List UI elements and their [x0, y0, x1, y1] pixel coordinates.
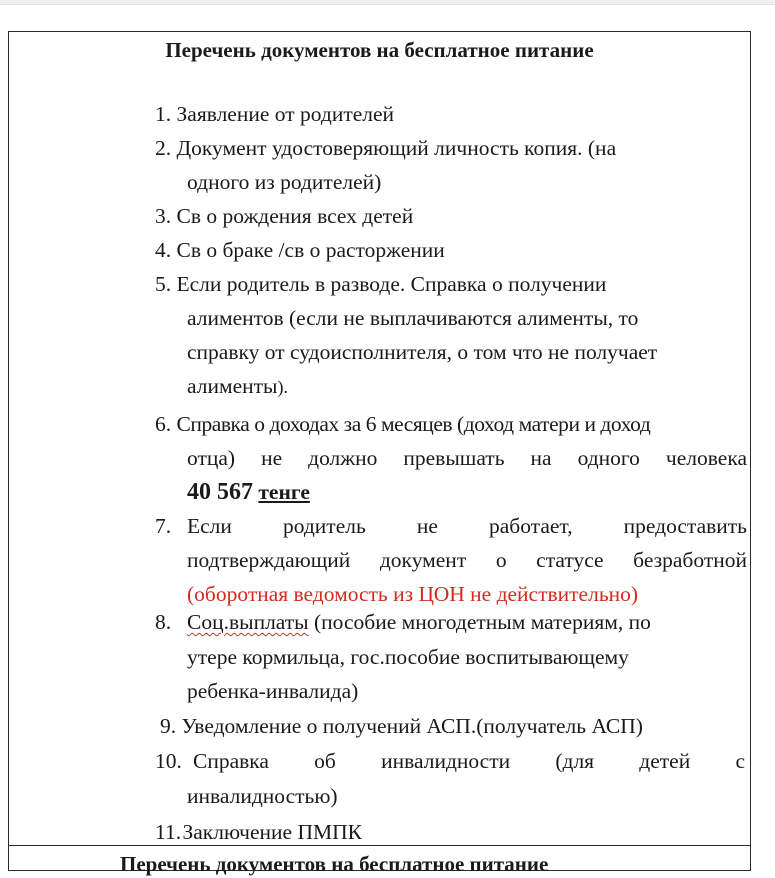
- item-5-line-4-text: алименты: [187, 374, 278, 398]
- item-8-line-1-rest: (пособие многодетным материям, по: [308, 610, 651, 634]
- item-number: 11.: [155, 820, 182, 844]
- list-item-6: [155, 407, 747, 441]
- spellcheck-flagged-word: Соц.выплаты: [187, 610, 309, 634]
- item-7-line-1: Если родитель не работает, предоставить: [187, 514, 747, 538]
- list-item-1: [155, 97, 745, 131]
- list-item-4: [155, 233, 745, 267]
- next-section-title-clipped: [120, 850, 620, 876]
- document-title: Перечень документов на бесплатное питание: [165, 38, 594, 62]
- list-item-11: [155, 815, 745, 849]
- item-2-line-2: одного из родителей): [187, 170, 382, 194]
- item-8-line-3: ребенка-инвалида): [187, 679, 359, 703]
- item-number: 1.: [155, 102, 172, 126]
- item-number: 4.: [155, 238, 172, 262]
- list-item-2: [155, 131, 745, 165]
- item-5-line-2: алиментов (если не выплачиваются алименты, то: [187, 306, 639, 330]
- item-8-line-1: [187, 605, 747, 639]
- item-number: 6.: [155, 412, 172, 436]
- item-text-line-1: Документ удостоверяющий личность копия. (на: [176, 136, 617, 160]
- item-5-line-3: справку от судоисполнителя, о том что не получает: [187, 340, 658, 364]
- item-8-line-2: утере кормильца, гос.пособие воспитывающему: [187, 645, 629, 669]
- item-10-line-1: Справка об инвалидности (для детей с: [193, 749, 745, 773]
- item-text: Уведомление о получений АСП.(получатель АСП): [181, 714, 643, 738]
- item-number: 2.: [155, 136, 172, 160]
- item-text: Заключение ПМПК: [182, 820, 362, 844]
- income-limit-currency: тенге: [258, 480, 310, 504]
- item-7-warning-note: (оборотная ведомость из ЦОН не действительно): [187, 582, 639, 606]
- item-number: 5.: [155, 272, 172, 296]
- item-6-line-3: [187, 475, 747, 509]
- item-6-line-2: отца) не должно превышать на одного человека: [187, 446, 747, 470]
- item-number: 10.: [155, 749, 182, 773]
- item-number: 8.: [155, 610, 172, 634]
- item-text: Св о рождения всех детей: [176, 204, 414, 228]
- item-text: Заявление от родителей: [176, 102, 395, 126]
- item-number: 7.: [155, 514, 172, 538]
- item-5-line-4: [187, 369, 747, 404]
- item-7-line-2: подтверждающий документ о статусе безработной: [187, 548, 747, 572]
- item-text-line-1: Справка о доходах за 6 месяцев (доход матери и доход: [176, 412, 651, 436]
- item-number: 3.: [155, 204, 172, 228]
- list-item-5: [155, 267, 745, 301]
- item-10-line-2: инвалидностью): [187, 784, 338, 808]
- item-5-line-4-tail: ).: [277, 377, 288, 397]
- income-limit-amount: 40 567: [187, 479, 253, 505]
- item-number: 9.: [160, 714, 177, 738]
- item-text: Св о браке /св о расторжении: [176, 238, 445, 262]
- list-item-3: [155, 199, 745, 233]
- item-text-line-1: Если родитель в разводе. Справка о получении: [176, 272, 607, 296]
- list-item-9: [160, 709, 750, 743]
- page-top-edge: [0, 0, 775, 5]
- next-section-title: Перечень документов на бесплатное питание: [120, 852, 549, 876]
